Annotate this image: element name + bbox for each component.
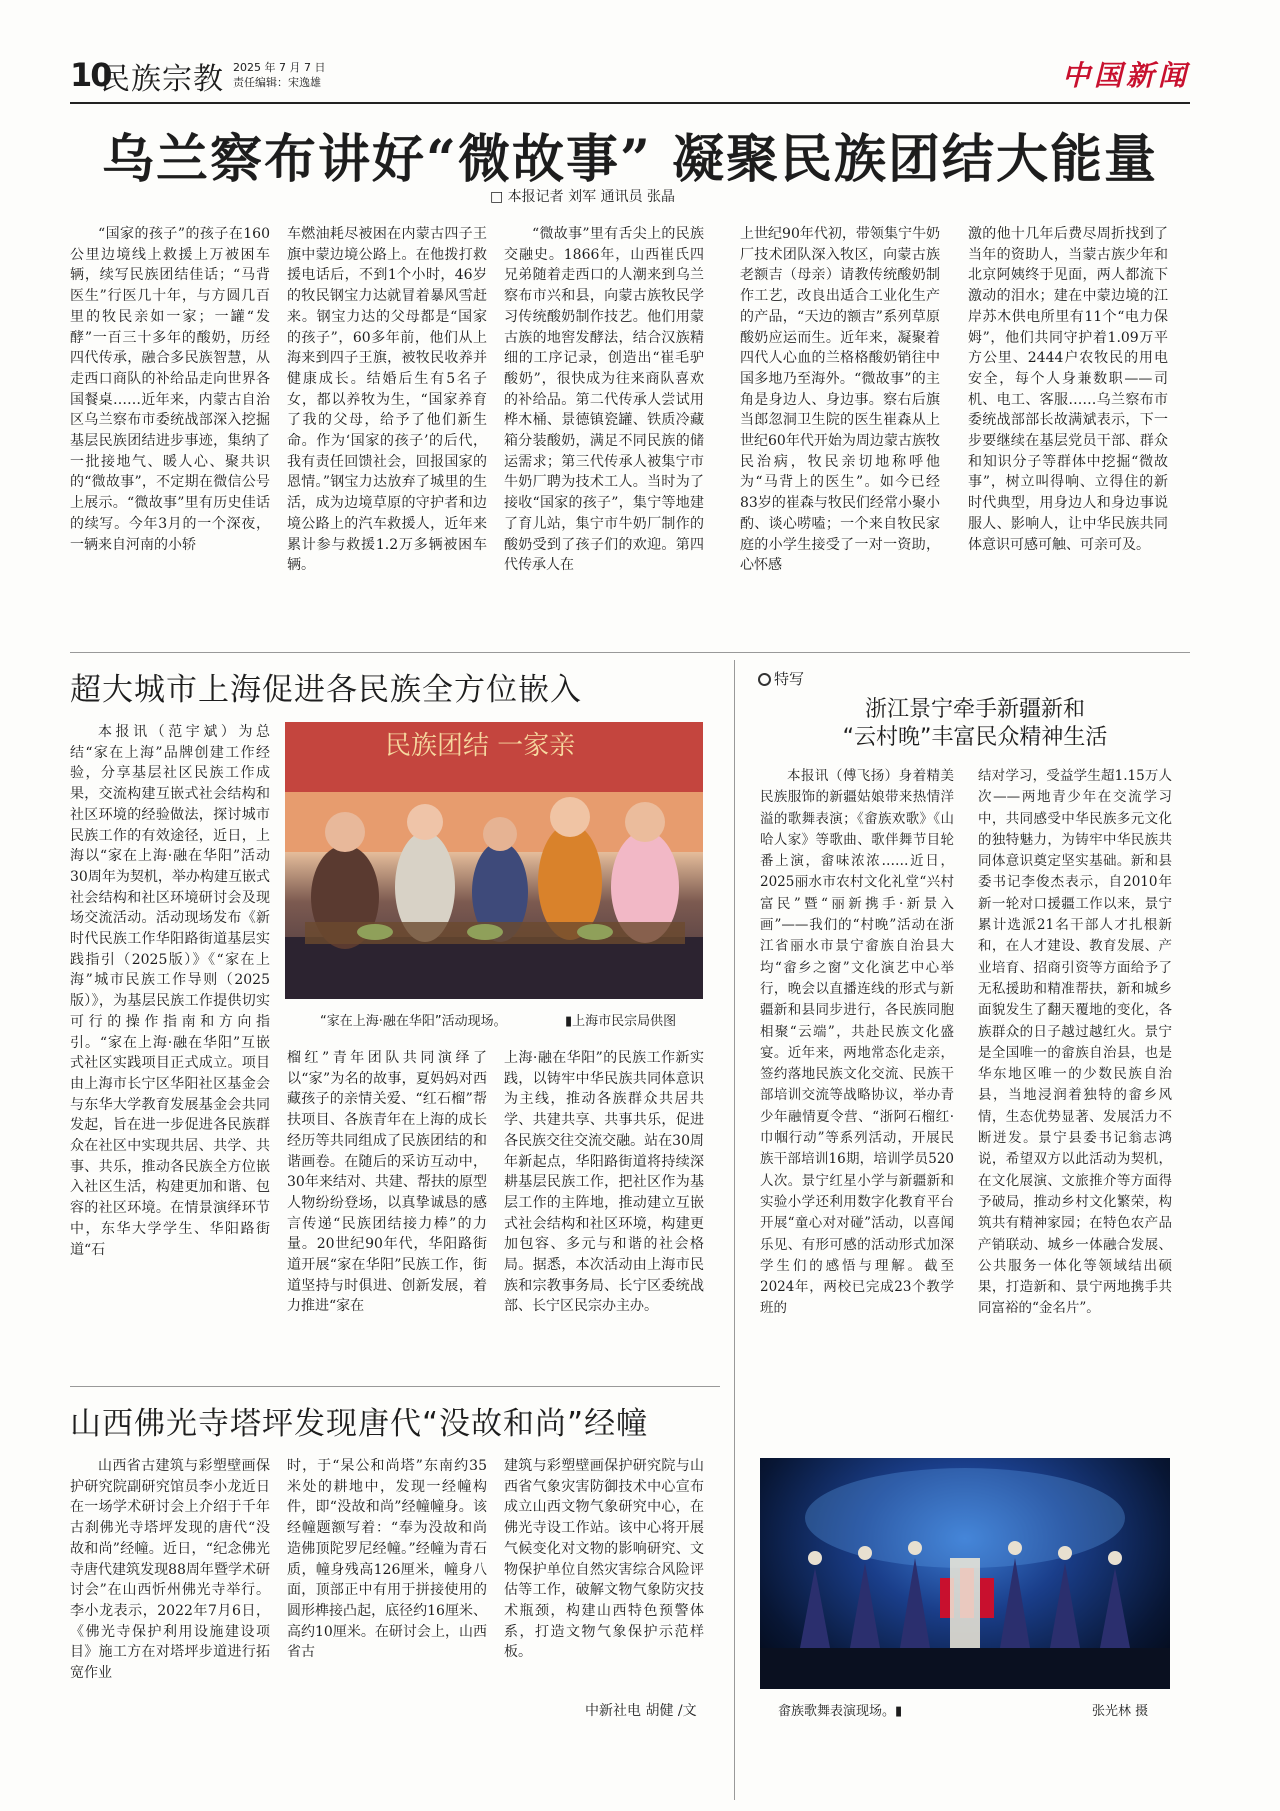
shanghai-photo [285, 722, 703, 999]
masthead-divider [70, 102, 1190, 104]
lead-column-1: “国家的孩子”的孩子在160公里边境线上救援上万被困车辆，续写民族团结佳话；“马背医生”行医几十年，与方圆几百里的牧民亲如一家；一罐“发酵”一百三十多年的酸奶，历经四代传承，融合多民族智慧，从走西口商队的补给品走向世界各国餐桌……近年来，内蒙古自治区乌兰察布市委统战部深入挖掘基层民族团结进步事迹，集纳了一批接地气、暖人心、聚共识的“微故事”，不定期在微信公号上展示。“微故事”里有历史佳话的续写。今年3月的一个深夜，一辆来自河南的小轿 [70, 226, 270, 553]
lead-headline: 乌兰察布讲好“微故事” 凝聚民族团结大能量 [102, 129, 1158, 190]
lead-column-2: 车燃油耗尽被困在内蒙古四子王旗中蒙边境公路上。在他拨打救援电话后，不到1个小时，46岁的牧民钢宝力达就冒着暴风雪赶来。钢宝力达的父母都是“国家的孩子”，60多年前，他们从上海来到四子王旗，被牧民收养并健康成长。结婚后生有5名子女，都以养牧为生，“国家养育了我的父母，给予了他们新生命。作为‘国家的孩子’的后代，我有责任回馈社会，回报国家的恩情。”钢宝力达放弃了城里的生活，成为边境草原的守护者和边境公路上的汽车救援人，近年来累计参与救援1.2万多辆被困车辆。 [287, 226, 487, 574]
shanxi-column-3: 建筑与彩塑壁画保护研究院与山西省气象灾害防御技术中心宣布成立山西文物气象研究中心，在佛光寺设工作站。该中心将开展气候变化对文物的影响研究、文物保护单位自然灾害综合风险评估等工作，破解文物气象防灾技术瓶颈，构建山西特色预警体系，打造文物气象保护示范样板。 [504, 1458, 704, 1661]
issue-date: 2025 年 7 月 7 日 [233, 61, 326, 74]
shanxi-headline: 山西佛光寺塔坪发现唐代“没故和尚”经幢 [70, 1406, 649, 1442]
issue-meta [233, 60, 325, 90]
zhejiang-photo-caption: 畲族歌舞表演现场。▮ [778, 1704, 903, 1719]
shanxi-column-1: 山西省古建筑与彩塑壁画保护研究院副研究馆员李小龙近日在一场学术研讨会上介绍于千年古刹佛光寺塔坪发现的唐代“没故和尚”经幢。近日，“纪念佛光寺唐代建筑发现88周年暨学术研讨会”在山西忻州佛光寺举行。李小龙表示，2022年7月6日，《佛光寺保护利用设施建设项目》施工方在对塔坪步道进行拓宽作业 [70, 1458, 270, 1682]
editor-credit: 责任编辑：宋逸雄 [233, 76, 321, 89]
feature-ring-icon [758, 673, 771, 686]
lead-column-3: “微故事”里有舌尖上的民族交融史。1866年，山西崔氏四兄弟随着走西口的人潮来到乌兰察布市兴和县，向蒙古族牧民学习传统酸奶制作技艺。他们用蒙古族的地窖发酵法，结合汉族精细的工序记录，创造出“崔毛驴酸奶”，很快成为往来商队喜欢的补给品。第二代传承人尝试用桦木桶、景德镇瓷罐、铁质冷藏箱分装酸奶，满足不同民族的储运需求；第三代传承人被集宁市牛奶厂聘为技术工人。当时为了接收“国家的孩子”，集宁等地建了育儿站，集宁市牛奶厂制作的酸奶受到了孩子们的欢迎。第四代传承人在 [504, 226, 704, 574]
zhejiang-column-2: 结对学习，受益学生超1.15万人次——两地青少年在交流学习中，共同感受中华民族多元文化的独特魅力，为铸牢中华民族共同体意识奠定坚实基础。新和县委书记李俊杰表示，自2010年新一轮对口援疆工作以来，景宁累计选派21名干部人才扎根新和，在人才建设、教育发展、产业培育、招商引资等方面给予了无私援助和精准帮扶，新和城乡面貌发生了翻天覆地的变化，各族群众的日子越过越红火。景宁是全国唯一的畲族自治县，也是华东地区唯一的少数民族自治县，当地浸润着独特的畲乡风情，生态优势显著、发展活力不断迸发。景宁县委书记翁志鸿说，希望双方以此活动为契机，在文化展演、文旅推介等方面得予破局，推动乡村文化繁荣，构筑共有精神家园；在特色农产品产销联动、城乡一体融合发展、公共服务一体化等领域结出硕果，打造新和、景宁两地携手共同富裕的“金名片”。 [978, 768, 1172, 1317]
zhejiang-photo [760, 1458, 1170, 1689]
section-divider-2 [70, 1386, 720, 1387]
section-divider [70, 652, 1190, 653]
shanghai-column-2: 榴红”青年团队共同演绎了以“家”为名的故事，夏妈妈对西藏孩子的亲情关爱、“红石榴”帮扶项目、各族青年在上海的成长经历等共同组成了民族团结的和谐画卷。在随后的采访互动中，30年来结对、共建、帮扶的原型人物纷纷登场，以真挚诚恳的感言传递“民族团结接力棒”的力量。20世纪90年代，华阳路街道开展“家在华阳”民族工作，街道坚持与时俱进、创新发展，着力推进“家在 [287, 1050, 487, 1315]
lead-byline: □ 本报记者 刘军 通讯员 张晶 [490, 189, 676, 205]
lead-column-4: 上世纪90年代初，带领集宁牛奶厂技术团队深入牧区，向蒙古族老额吉（母亲）请教传统酸奶制作工艺，改良出适合工业化生产的产品，“天边的额吉”系列草原酸奶应运而生。近年来，凝聚着四代人心血的兰格格酸奶销往中国多地乃至海外。“微故事”的主角是身边人、身边事。察右后旗当郎忽洞卫生院的医生崔森从上世纪60年代开始为周边蒙古族牧民治病，牧民亲切地称呼他为“马背上的医生”。如今已经83岁的崔森与牧民们经常小聚小酌、谈心唠嗑；一个来自牧民家庭的小学生接受了一对一资助，心怀感 [740, 226, 940, 574]
page-number: 10 [70, 56, 111, 94]
shanghai-column-3: 上海·融在华阳”的民族工作新实践，以铸牢中华民族共同体意识为主线，推动各族群众共居共学、共建共享、共事共乐，促进各民族交往交流交融。站在30周年新起点，华阳路街道将持续深耕基层民族工作，把社区作为基层工作的主阵地，推动建立互嵌式社会结构和社区环境，构建更加包容、多元与和谐的社会格局。据悉，本次活动由上海市民族和宗教事务局、长宁区委统战部、长宁区民宗办主办。 [504, 1050, 704, 1315]
vertical-divider [734, 660, 735, 1800]
feature-tag [758, 668, 804, 689]
zhejiang-column-1: 本报讯（傅飞扬）身着精美民族服饰的新疆姑娘带来热情洋溢的歌舞表演；《畲族欢歌》《山哈人家》等歌曲、歌伴舞节目轮番上演，畲味浓浓……近日，2025丽水市农村文化礼堂“兴村富民”暨“丽新携手·新景入画”——我们的“村晚”活动在浙江省丽水市景宁畲族自治县大均“畲乡之窗”文化演艺中心举行，晚会以直播连线的形式与新疆新和县同步进行，各民族同胞相聚“云端”，共赴民族文化盛宴。近年来，两地常态化走亲，签约落地民族文化交流、民族干部培训交流等战略协议，举办青少年融情夏令营、“浙阿石榴红·巾帼行动”等系列活动，开展民族干部培训16期，培训学员520人次。景宁红星小学与新疆新和实验小学还利用数字化教育平台开展“童心对对碰”活动，以喜闻乐见、有形可感的活动形式加深学生们的感悟与理解。截至2024年，两校已完成23个教学班的 [760, 768, 954, 1317]
feature-tag-label: 特写 [774, 670, 805, 688]
zhejiang-photo-illustration [760, 1458, 1170, 1689]
shanghai-photo-credit: ▮上海市民宗局供图 [565, 1014, 677, 1029]
shanghai-photo-banner: 民族团结 一家亲 [385, 731, 576, 761]
zhejiang-headline [758, 696, 1192, 752]
newspaper-logo: 中国新闻 [1061, 59, 1190, 92]
shanxi-column-2: 时，于“杲公和尚塔”东南约35米处的耕地中，发现一经幢构件，即“没故和尚”经幢幢身。该经幢题额写着：“奉为没故和尚造佛顶陀罗尼经幢。”经幢为青石质，幢身残高126厘米，幢身八面，顶部正中有用于拼接使用的圆形榫接凸起，底径约16厘米、高约10厘米。在研讨会上，山西省古 [287, 1458, 487, 1661]
shanghai-photo-illustration [285, 722, 703, 999]
zhejiang-headline-line2: “云村晚”丰富民众精神生活 [842, 725, 1108, 750]
shanghai-photo-caption: “家在上海·融在华阳”活动现场。 [320, 1014, 507, 1029]
shanghai-column-1: 本报讯（范宇斌）为总结“家在上海”品牌创建工作经验，分享基层社区民族工作成果，交流构建互嵌式社会结构和社区环境的经验做法，探讨城市民族工作的有效途径，近日，上海以“家在上海·融在华阳”活动30周年为契机，举办构建互嵌式社会结构和社区环境研讨会及现场交流活动。活动现场发布《新时代民族工作华阳路街道基层实践指引（2025版）》《“家在上海”城市民族工作导则（2025版）》，为基层民族工作提供切实可行的操作指南和方向指引。“家在上海·融在华阳”互嵌式社区实践项目正式成立。项目由上海市长宁区华阳社区基金会与东华大学教育发展基金会共同发起，旨在进一步促进各民族群众在社区中实现共居、共学、共事、共乐，推动各民族全方位嵌入社区生活，构建更加和谐、包容的社区环境。在情景演绎环节中，东华大学学生、华阳路街道“石 [70, 724, 270, 1258]
zhejiang-photo-credit: 张光林 摄 [1092, 1704, 1149, 1719]
zhejiang-headline-line1: 浙江景宁牵手新疆新和 [864, 697, 1085, 722]
masthead [70, 40, 1190, 102]
shanghai-headline: 超大城市上海促进各民族全方位嵌入 [70, 672, 582, 708]
lead-column-5: 激的他十几年后费尽周折找到了当年的资助人，当蒙古族少年和北京阿姨终于见面，两人都流下激动的泪水；建在中蒙边境的江岸苏木供电所里有11个“电力保姆”，他们共同守护着1.09万平方公里、2444户农牧民的用电安全，每个人身兼数职——司机、电工、客服……乌兰察布市委统战部部长故满斌表示，下一步要继续在基层党员干部、群众和知识分子等群体中挖掘“微故事”，树立叫得响、立得住的新时代典型，用身边人和身边事说服人、影响人，让中华民族共同体意识可感可触、可亲可及。 [968, 226, 1168, 553]
section-name: 民族宗教 [100, 62, 224, 97]
shanxi-credit: 中新社电 胡健 /文 [585, 1703, 697, 1719]
